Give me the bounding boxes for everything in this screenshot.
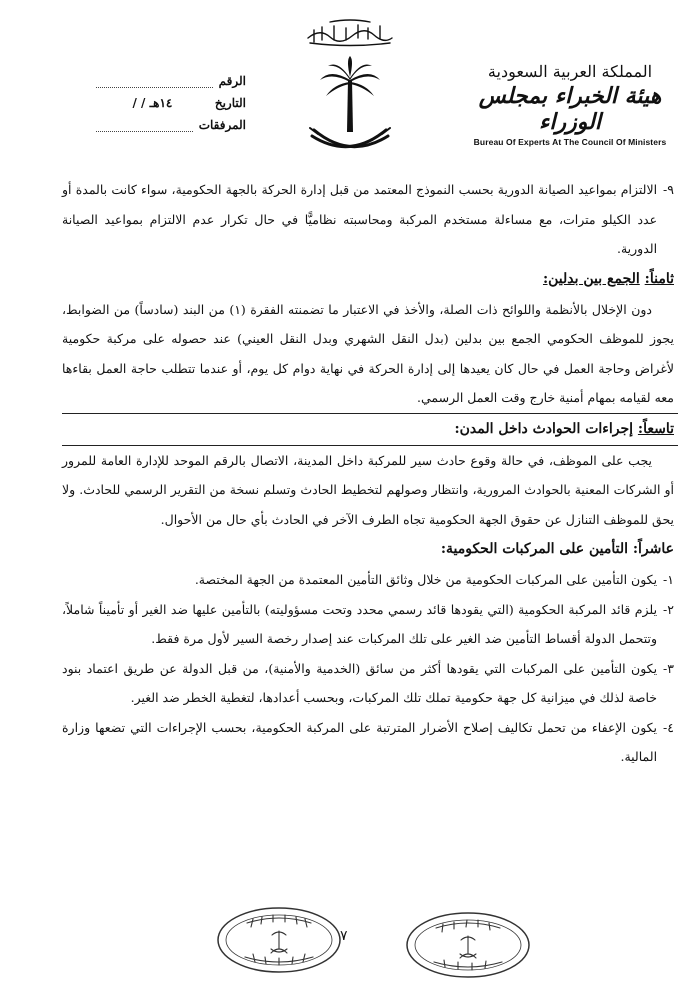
official-stamp-left-icon (215, 905, 343, 975)
kingdom-name: المملكة العربية السعودية (487, 62, 653, 81)
list-item-text: يلزم قائد المركبة الحكومية (التي يقودها قائد رسمي محدد وتحت مسؤوليته) بالتأمين عليها ضد الغير أو تأميناً شاملاً، وتتحمل الدولة أقساط التأمين ضد الغير على تلك المركبات عند إصدار رخصة السير لأول مرة فقط. (62, 601, 658, 646)
section-10-label: عاشراً: (632, 541, 674, 557)
saudi-emblem-icon (300, 10, 400, 160)
attachments-label: المرفقات (198, 118, 246, 132)
list-item-text: يكون التأمين على المركبات الحكومية من خلال وثائق التأمين المعتمدة من الجهة المختصة. (194, 572, 658, 587)
list-item (62, 654, 674, 713)
document-body (62, 175, 674, 772)
palm-tree-icon (320, 56, 380, 132)
list-item-text: يكون التأمين على المركبات التي يقودها أكثر من سائق (الخدمية والأمنية)، من قبل الدولة عن طريق اعتماد بنود خاصة لذلك في ميزانية كل جهة حكومية تملك تلك المركبات، وبحسب أعدادها، لتغطية الخطر ضد الغير. (62, 660, 658, 705)
list-item (62, 565, 674, 595)
list-item-number: ١- (663, 572, 674, 587)
bureau-name-english: Bureau Of Experts At The Council Of Ministers (473, 137, 667, 147)
list-item-number: ٣- (663, 660, 674, 676)
section-8-label: ثامناً: (644, 270, 674, 287)
reference-label: الرقم (218, 74, 246, 88)
list-item (62, 595, 674, 654)
date-row (96, 92, 246, 114)
section-9-block (62, 413, 678, 446)
date-value: / / ١٤هـ (132, 96, 173, 110)
section-10-title: التأمين على المركبات الحكومية: (440, 541, 628, 557)
section-9-heading (62, 414, 674, 445)
reference-field (96, 75, 213, 88)
reference-row (96, 70, 246, 92)
list-item (62, 713, 674, 772)
list-item-number: ٢- (663, 601, 674, 617)
section-9-text: يجب على الموظف، في حالة وقوع حادث سير للمركبة داخل المدينة، الاتصال بالرقم الموحد للإدارة العامة للمرور أو الشركات المعنية بالحوادث المرورية، وانتظار وصولهم لتخطيط الحادث وتسلم نسخة من التقرير الرسمي للحادث. ولا يحق للموظف التنازل عن حقوق الجهة الحكومية تجاه الطرف الآخر في الحادث بأي حال من الأحوال. (62, 452, 674, 527)
institution-block (470, 62, 670, 147)
reference-block (96, 70, 246, 136)
attachments-row (96, 114, 246, 136)
basmala-calligraphy (308, 20, 392, 46)
clause-9-text: الالتزام بمواعيد الصيانة الدورية بحسب النموذج المعتمد من قبل إدارة الحركة بالجهة الحكومية، سواء كانت بالمدة أو عدد الكيلو مترات، مع مساءلة مستخدم المركبة ومحاسبته نظاميًّا في حال تكرار عدم الالتزام بمواعيد الصيانة الدورية. (62, 182, 658, 256)
bureau-name-arabic: هيئة الخبراء بمجلس الوزراء (478, 83, 662, 135)
section-10-heading (62, 534, 674, 565)
official-stamp-right-icon (404, 910, 532, 980)
section-9-title: إجراءات الحوادث داخل المدن: (454, 420, 634, 437)
clause-9-number: ٩- (663, 182, 674, 197)
date-label: التاريخ (214, 96, 246, 110)
clause-9 (62, 175, 674, 264)
section-8-heading (62, 264, 674, 295)
section-8-text: دون الإخلال بالأنظمة واللوائح ذات الصلة، والأخذ في الاعتبار ما تضمنته الفقرة (١) من البند (سادساً) من الضوابط، يجوز للموظف الحكومي الجمع بين بدلين (بدل النقل الشهري وبدل النقل العيني) عند حصوله على مركبة حكومية لأغراض وحاجة العمل في حال كان يعيدها إلى إدارة الحركة في نهاية دوام كل يوم، أو عندما تتطلب حاجة العمل بقاءها معه لقيامه بمهام أمنية خارج وقت العمل الرسمي. (62, 301, 674, 405)
list-item-text: يكون الإعفاء من تحمل تكاليف إصلاح الأضرار المترتبة على المركبة الحكومية، بحسب الإجراءات التي تضعها وزارة المالية. (62, 719, 658, 764)
attachments-field (96, 119, 193, 132)
list-item-number: ٤- (663, 719, 674, 735)
section-8-title: الجمع بين بدلين: (542, 270, 640, 287)
section-9-label: تاسعاً: (637, 420, 674, 437)
page-number: ٧ (340, 928, 348, 944)
